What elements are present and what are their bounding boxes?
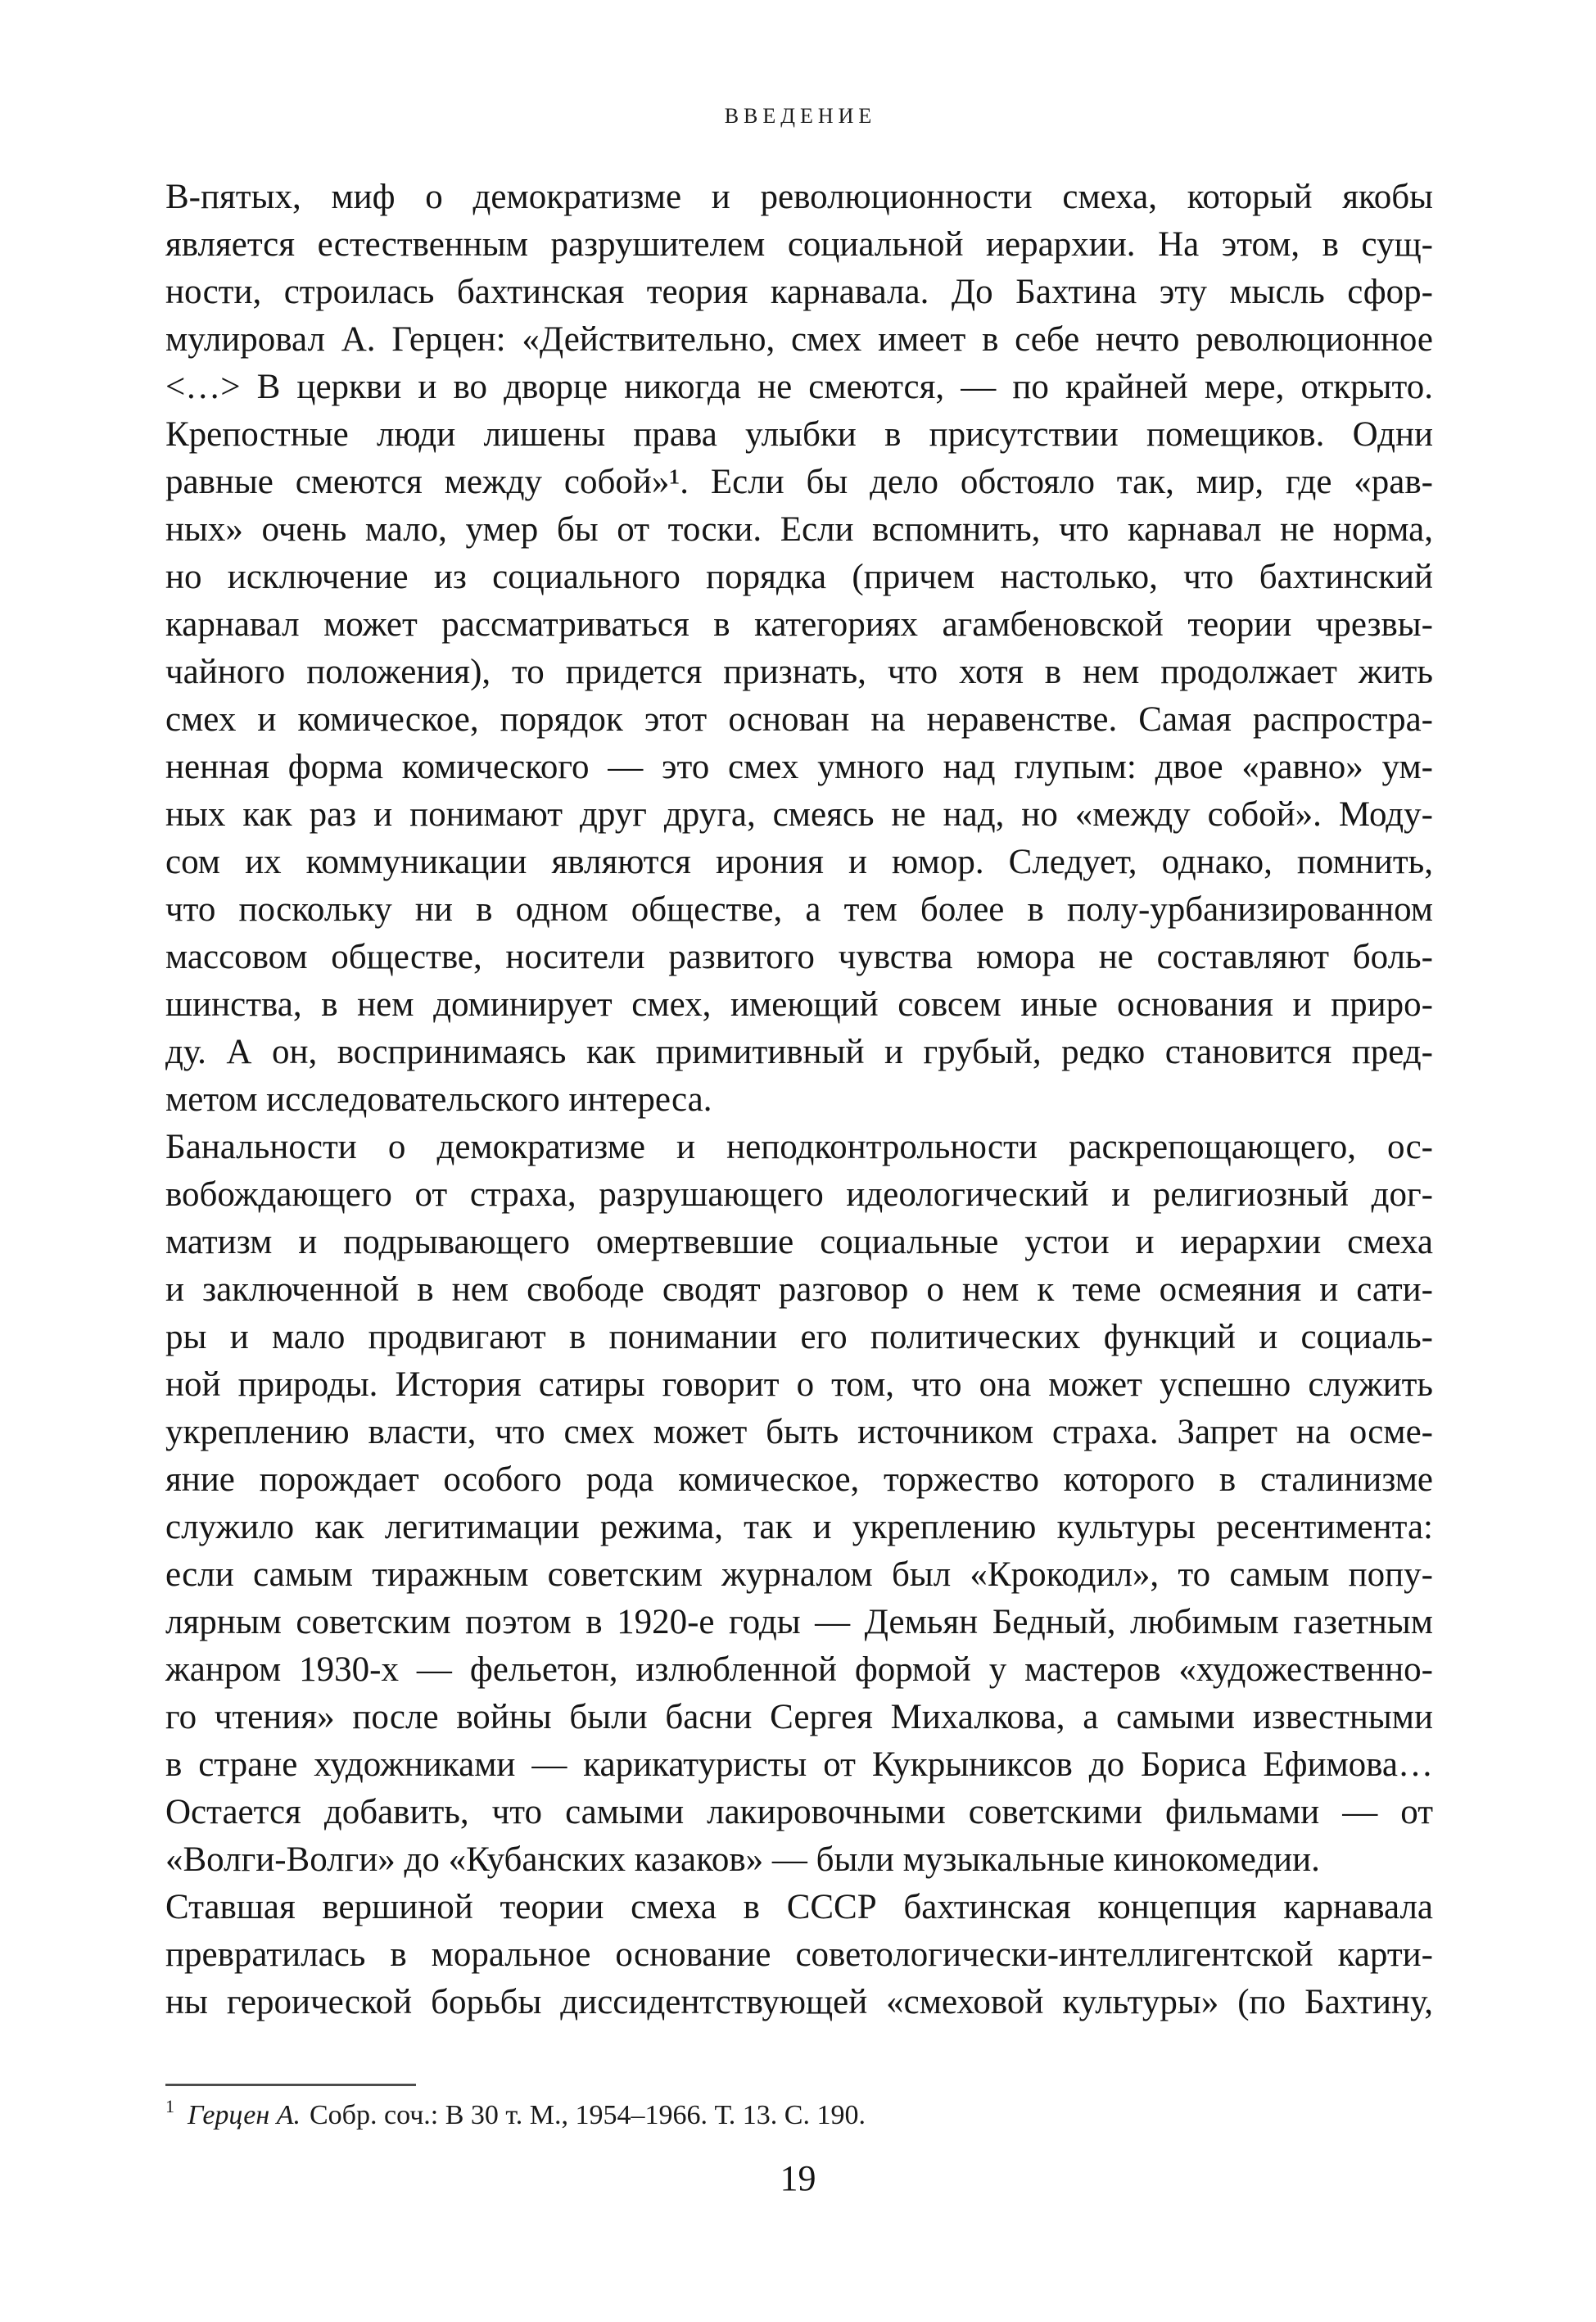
text-line: ной природы. История сатиры говорит о том, что она может успешно служить (165, 1365, 1433, 1404)
footnote-marker: 1 (165, 2096, 174, 2116)
text-line: лярным советским поэтом в 1920-е годы — Демьян Бедный, любимым газетным (165, 1603, 1433, 1641)
paragraph-3 (165, 1884, 1433, 2026)
text-line: го чтения» после войны были басни Сергея Михалкова, а самыми известными (165, 1698, 1433, 1736)
text-line: равные смеются между собой»¹. Если бы дело обстояло так, мир, где «рав- (165, 463, 1433, 501)
text-line: жанром 1930-х — фельетон, излюбленной формой у мастеров «художественно- (165, 1650, 1433, 1689)
footnote (165, 2097, 1312, 2134)
text-line: и заключенной в нем свободе сводят разговор о нем к теме осмеяния и сати- (165, 1270, 1433, 1309)
text-line: Ставшая вершиной теории смеха в СССР бахтинская концепция карнавала (165, 1888, 1433, 1926)
paragraph-2 (165, 1124, 1433, 1884)
text-line: метом исследовательского интереса. (165, 1080, 712, 1119)
footnote-text: Собр. соч.: В 30 т. М., 1954–1966. Т. 13. С. 190. (310, 2100, 866, 2130)
text-line: ных как раз и понимают друг друга, смеясь не над, но «между собой». Моду- (165, 795, 1433, 834)
text-line: В-пятых, миф о демократизме и революционности смеха, который якобы (165, 178, 1433, 216)
text-line: смех и комическое, порядок этот основан на неравенстве. Самая распростра- (165, 700, 1433, 739)
text-line: матизм и подрывающего омертвевшие социальные устои и иерархии смеха (165, 1223, 1433, 1261)
text-block (165, 174, 1433, 2026)
text-line: сом их коммуникации являются ирония и юмор. Следует, однако, помнить, (165, 843, 1433, 881)
running-head: ВВЕДЕНИЕ (724, 104, 877, 128)
page-number: 19 (780, 2158, 816, 2198)
text-line: если самым тиражным советским журналом был «Крокодил», то самым попу- (165, 1555, 1433, 1594)
text-line: <…> В церкви и во дворце никогда не смеются, — по крайней мере, открыто. (165, 368, 1433, 406)
text-line: является естественным разрушителем социальной иерархии. На этом, в сущ- (165, 225, 1433, 264)
text-line: шинства, в нем доминирует смех, имеющий совсем иные основания и приро- (165, 985, 1433, 1024)
text-line: превратилась в моральное основание советологически-интеллигентской карти- (165, 1935, 1433, 1974)
text-line: служило как легитимации режима, так и укреплению культуры ресентимента: (165, 1508, 1433, 1546)
text-line: но исключение из социального порядка (причем настолько, что бахтинский (165, 558, 1433, 596)
text-line: ду. А он, воспринимаясь как примитивный и грубый, редко становится пред- (165, 1033, 1433, 1071)
text-line: Остается добавить, что самыми лакировочными советскими фильмами — от (165, 1793, 1433, 1831)
paragraph-1 (165, 174, 1433, 1124)
text-line: мулировал А. Герцен: «Действительно, смех имеет в себе нечто революционное (165, 320, 1433, 359)
text-line: карнавал может рассматриваться в категориях агамбеновской теории чрезвы- (165, 605, 1433, 644)
text-line: в стране художниками — карикатуристы от Кукрыниксов до Бориса Ефимова… (165, 1745, 1433, 1784)
text-line: ненная форма комического — это смех умного над глупым: двое «равно» ум- (165, 748, 1433, 786)
text-line: ности, строилась бахтинская теория карнавала. До Бахтина эту мысль сфор- (165, 273, 1433, 311)
text-line: Крепостные люди лишены права улыбки в присутствии помещиков. Одни (165, 415, 1433, 454)
text-line: что поскольку ни в одном обществе, а тем более в полу-урбанизированном (165, 890, 1433, 929)
text-line: яние порождает особого рода комическое, торжество которого в сталинизме (165, 1460, 1433, 1499)
text-line: Банальности о демократизме и неподконтрольности раскрепощающего, ос- (165, 1128, 1433, 1166)
text-line: укреплению власти, что смех может быть источником страха. Запрет на осме- (165, 1413, 1433, 1451)
text-line: ны героической борьбы диссидентствующей «смеховой культуры» (по Бахтину, (165, 1983, 1433, 2021)
footnote-rule (165, 2084, 416, 2086)
text-line: массовом обществе, носители развитого чувства юмора не составляют боль- (165, 938, 1433, 976)
text-line: ных» очень мало, умер бы от тоски. Если вспомнить, что карнавал не норма, (165, 510, 1433, 549)
text-line: «Волги-Волги» до «Кубанских казаков» — были музыкальные кинокомедии. (165, 1840, 1320, 1879)
text-line: ры и мало продвигают в понимании его политических функций и социаль- (165, 1318, 1433, 1356)
footnote-author: Герцен А. (188, 2100, 301, 2130)
text-line: вобождающего от страха, разрушающего идеологический и религиозный дог- (165, 1175, 1433, 1214)
text-line: чайного положения), то придется признать, что хотя в нем продолжает жить (165, 653, 1433, 691)
